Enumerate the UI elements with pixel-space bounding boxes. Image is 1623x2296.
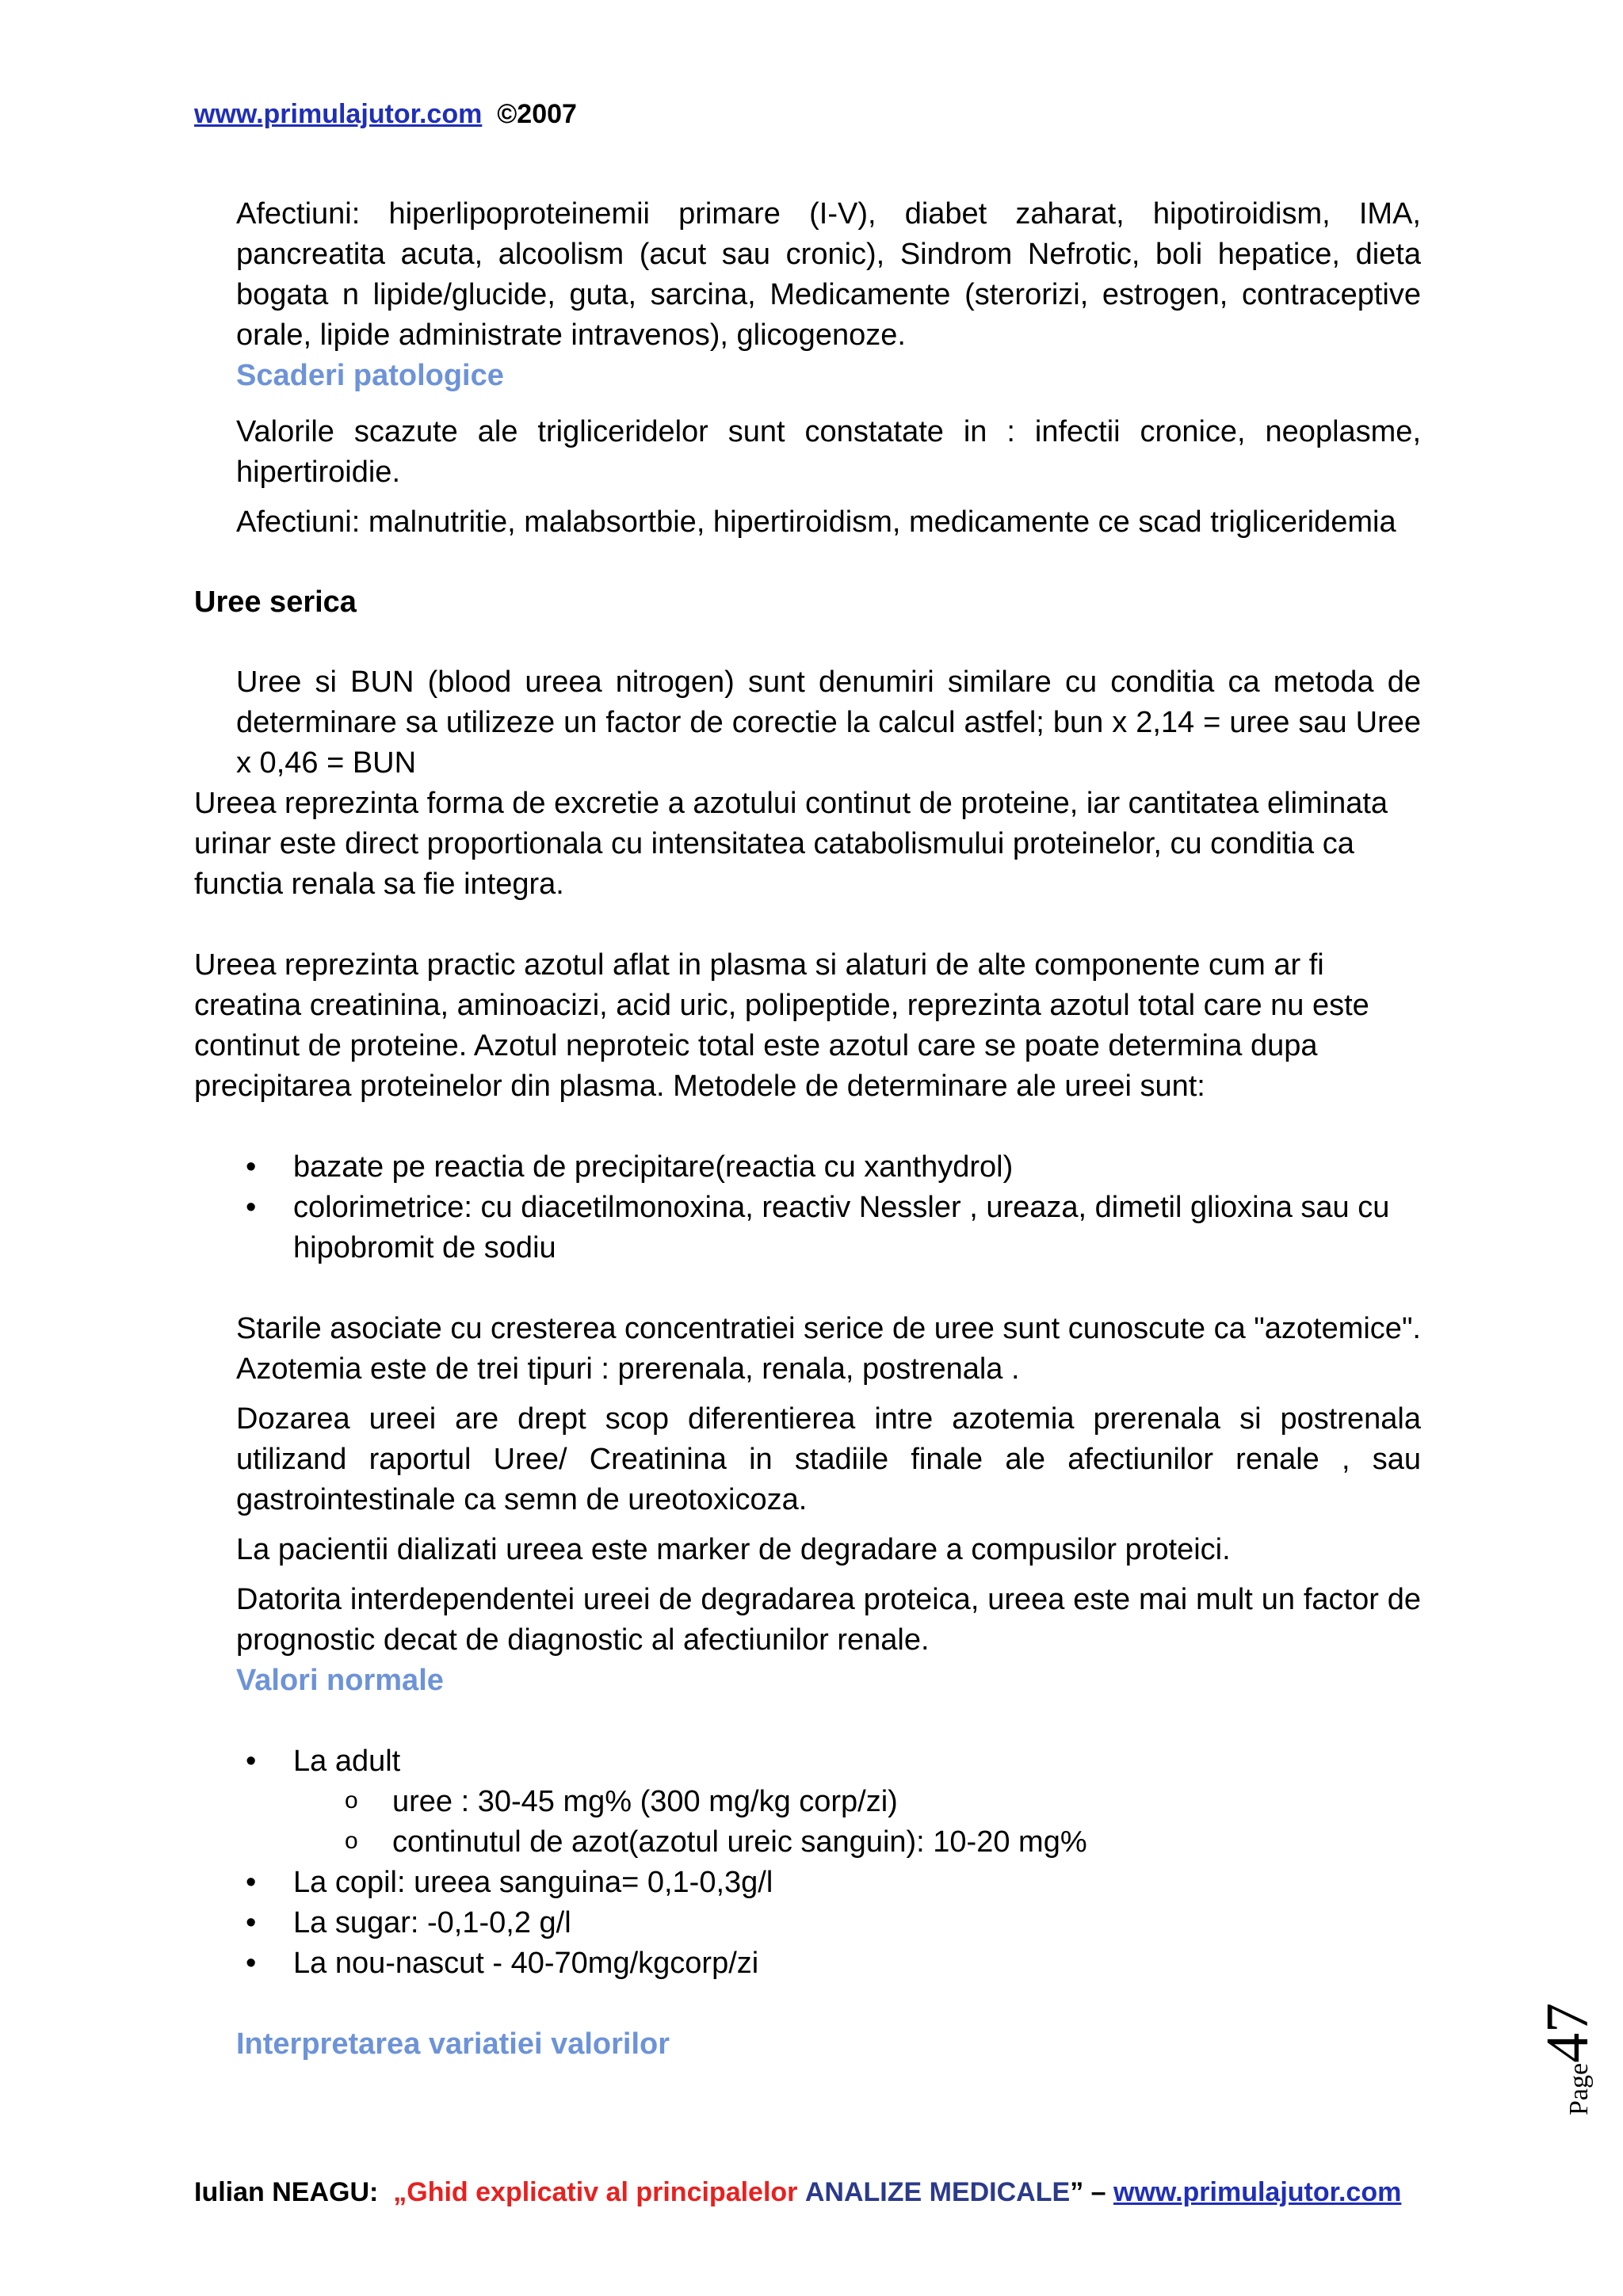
paragraph-afectiuni-scadere: Afectiuni: malnutritie, malabsortbie, hipertiroidism, medicamente ce scad trigliceridemia bbox=[236, 505, 1396, 539]
paragraph-afectiuni-crestere: Afectiuni: hiperlipoproteinemii primare (I-V), diabet zaharat, hipotiroidism, IMA, pancreatita acuta, alcoolism (acut sau cronic), Sindrom Nefrotic, boli hepatice, dieta bogata n lipide/glucide, guta, sarcina, Medicamente (sterorizi, estrogen, contraceptive orale, lipide administrate intravenos), glicogenoze. bbox=[236, 197, 1421, 352]
subheading-interpretarea: Interpretarea variatiei valorilor bbox=[236, 2027, 670, 2061]
list-item: • colorimetrice: cu diacetilmonoxina, reactiv Nessler , ureaza, dimetil glioxina sau cu hipobromit de sodiu bbox=[194, 1188, 1421, 1268]
heading-uree-serica: Uree serica bbox=[194, 585, 357, 619]
list-item bbox=[194, 1741, 1421, 1863]
valori-list bbox=[194, 1741, 1421, 1984]
paragraph-ureea-forma: Ureea reprezinta forma de excretie a azotului continut de proteine, iar cantitatea eliminata urinar este direct proportionala cu intensitatea catabolismului proteinelor, cu conditia ca functia renala sa fie integra. bbox=[194, 787, 1388, 901]
list-item: • La nou-nascut - 40-70mg/kgcorp/zi bbox=[194, 1943, 1421, 1984]
footer-title-blue: ANALIZE MEDICALE bbox=[804, 2177, 1071, 2207]
footer-title-red: Ghid explicativ al principalelor bbox=[407, 2177, 798, 2207]
paragraph-pacienti-dializati: La pacientii dializati ureea este marker de degradare a compusilor proteici. bbox=[236, 1533, 1231, 1566]
list-item: o uree : 30-45 mg% (300 mg/kg corp/zi) bbox=[293, 1782, 1421, 1822]
list-item: • bazate pe reactia de precipitare(reactia cu xanthydrol) bbox=[194, 1147, 1421, 1188]
subheading-valori-normale: Valori normale bbox=[236, 1664, 444, 1697]
metode-list bbox=[194, 1147, 1421, 1268]
footer-quote-close: ” – bbox=[1070, 2177, 1106, 2207]
page-number bbox=[1533, 2003, 1602, 2115]
list-item: o continutul de azot(azotul ureic sanguin): 10-20 mg% bbox=[293, 1822, 1421, 1863]
list-item: • La sugar: -0,1-0,2 g/l bbox=[194, 1903, 1421, 1943]
paragraph-dozarea: Dozarea ureei are drept scop diferentierea intre azotemia prerenala si postrenala utilizand raportul Uree/ Creatinina in stadiile finale ale afectiunilor renale , sau gastrointestinale ca semn de ureotoxicoza. bbox=[236, 1402, 1421, 1516]
paragraph-starile-azotemice: Starile asociate cu cresterea concentratiei serice de uree sunt cunoscute ca "azotemice". Azotemia este de trei tipuri : prerenala, renala, postrenala . bbox=[236, 1312, 1421, 1386]
footer-link[interactable]: www.primulajutor.com bbox=[1113, 2177, 1402, 2207]
page-footer bbox=[194, 2177, 1401, 2208]
footer-author: Iulian NEAGU: bbox=[194, 2177, 379, 2207]
page-number-value: 47 bbox=[1534, 2002, 1601, 2063]
subheading-scaderi-patologice: Scaderi patologice bbox=[236, 359, 504, 392]
header-copyright: ©2007 bbox=[497, 99, 577, 129]
document-body bbox=[194, 194, 1421, 2065]
paragraph-ureea-azot: Ureea reprezinta practic azotul aflat in plasma si alaturi de alte componente cum ar fi creatina creatinina, aminoacizi, acid uric, polipeptide, reprezinta azotul total care nu este continut de proteine. Azotul neproteic total este azotul care se poate determina dupa precipitarea proteinelor din plasma. Metodele de determinare ale ureei sunt: bbox=[194, 948, 1369, 1103]
adult-sublist bbox=[293, 1782, 1421, 1863]
page-header bbox=[194, 99, 577, 130]
list-item-label: La adult bbox=[293, 1745, 401, 1778]
header-link[interactable]: www.primulajutor.com bbox=[194, 99, 483, 129]
paragraph-uree-bun: Uree si BUN (blood ureea nitrogen) sunt denumiri similare cu conditia ca metoda de determinare sa utilizeze un factor de corectie la calcul astfel; bun x 2,14 = uree sau Uree x 0,46 = BUN bbox=[236, 666, 1421, 780]
paragraph-datorita: Datorita interdependentei ureei de degradarea proteica, ureea este mai mult un factor de prognostic decat de diagnostic al afectiunilor renale. bbox=[236, 1583, 1421, 1657]
list-item: • La copil: ureea sanguina= 0,1-0,3g/l bbox=[194, 1863, 1421, 1903]
paragraph-valori-scazute: Valorile scazute ale trigliceridelor sunt constatate in : infectii cronice, neoplasme, hipertiroidie. bbox=[236, 415, 1421, 489]
footer-quote-open: „ bbox=[393, 2177, 407, 2207]
page-label: Page bbox=[1564, 2062, 1594, 2115]
